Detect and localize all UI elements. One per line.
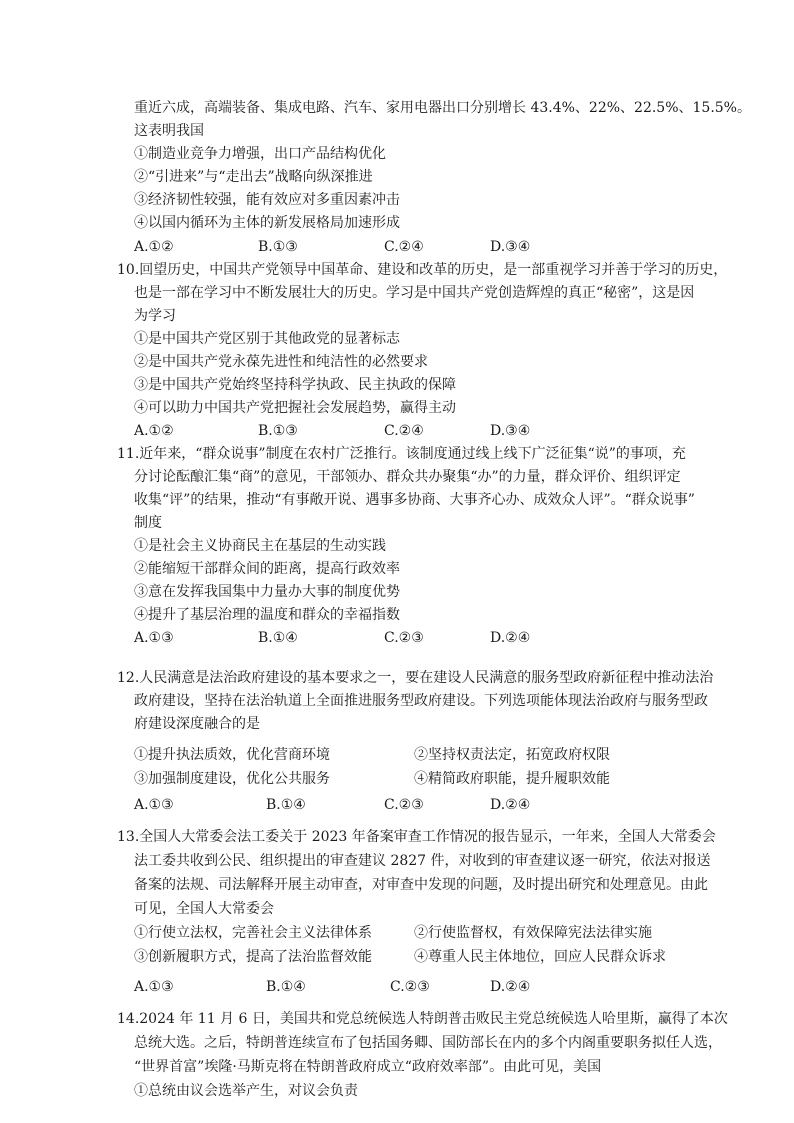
q9-statement-1: ①制造业竞争力增强，出口产品结构优化	[134, 146, 386, 162]
q10-stem-line: 为学习	[134, 308, 176, 324]
q14-stem-line: 14.2024 年 11 月 6 日，美国共和党总统候选人特朗普击败民主党总统候选人哈里斯，赢得了本次	[117, 1011, 728, 1027]
q14-stem-line: “世界首富”埃隆·马斯克将在特朗普政府成立“政府效率部”。由此可见，美国	[134, 1059, 602, 1075]
q12-option-d: D.②④	[490, 797, 531, 813]
q10-stem-line: 也是一部在学习中不断发展壮大的历史。学习是中国共产党创造辉煌的真正“秘密”，这是因	[134, 285, 695, 301]
q11-statement-2: ②能缩短干部群众间的距离，提高行政效率	[134, 561, 400, 577]
q14-stem-line: 总统大选。之后，特朗普连续宣布了包括国务卿、国防部长在内的多个内阁重要职务拟任人选，	[134, 1035, 722, 1051]
q12-option-a: A.①③	[134, 797, 174, 813]
q13-statement-2: ②行使监督权，有效保障宪法法律实施	[414, 925, 652, 941]
q10-statement-2: ②是中国共产党永葆先进性和纯洁性的必然要求	[134, 354, 428, 370]
q9-option-d: D.③④	[490, 239, 531, 255]
q10-option-d: D.③④	[490, 423, 531, 439]
q9-stem-line: 重近六成，高端装备、集成电路、汽车、家用电器出口分别增长 43.4%、22%、22.5%、15.5%。	[134, 100, 751, 116]
q12-stem-line: 12.人民满意是法治政府建设的基本要求之一，要在建设人民满意的服务型政府新征程中推动法治	[117, 670, 714, 686]
q13-stem-line: 可见，全国人大常委会	[134, 901, 274, 917]
q10-option-c: C.②④	[384, 423, 424, 439]
q12-statement-2: ②坚持权责法定，拓宽政府权限	[414, 747, 610, 763]
q12-stem-line: 政府建设，坚持在法治轨道上全面推进服务型政府建设。下列选项能体现法治政府与服务型政	[134, 693, 708, 709]
q9-statement-3: ③经济韧性较强，能有效应对多重因素冲击	[134, 192, 400, 208]
q12-statement-4: ④精简政府职能，提升履职效能	[414, 771, 610, 787]
q11-option-b: B.①④	[258, 630, 298, 646]
q12-statement-3: ③加强制度建设，优化公共服务	[134, 771, 330, 787]
q13-option-c: C.②③	[390, 979, 430, 995]
q11-statement-3: ③意在发挥我国集中力量办大事的制度优势	[134, 584, 400, 600]
q9-statement-4: ④以国内循环为主体的新发展格局加速形成	[134, 215, 400, 231]
q13-option-d: D.②④	[490, 979, 531, 995]
q11-option-d: D.②④	[490, 630, 531, 646]
q11-option-c: C.②③	[384, 630, 424, 646]
q13-option-b: B.①④	[266, 979, 306, 995]
q9-option-b: B.①③	[258, 239, 298, 255]
q11-stem-line: 分讨论酝酿汇集“商”的意见，干部领办、群众共办聚集“办”的力量，群众评价、组织评定	[134, 469, 681, 485]
q10-option-b: B.①③	[258, 423, 298, 439]
q12-statement-1: ①提升执法质效，优化营商环境	[134, 747, 330, 763]
q11-statement-4: ④提升了基层治理的温度和群众的幸福指数	[134, 607, 400, 623]
q11-stem-line: 收集“评”的结果，推动“有事敞开说、遇事多协商、大事齐心办、成效众人评”。“群众说事”	[134, 492, 695, 508]
q13-statement-1: ①行使立法权，完善社会主义法律体系	[134, 925, 372, 941]
q12-option-b: B.①④	[266, 797, 306, 813]
q11-statement-1: ①是社会主义协商民主在基层的生动实践	[134, 538, 386, 554]
q11-stem-line: 制度	[134, 515, 162, 531]
q13-statement-4: ④尊重人民主体地位，回应人民群众诉求	[414, 949, 666, 965]
q13-stem-line: 法工委共收到公民、组织提出的审查建议 2827 件，对收到的审查建议逐一研究，依法对报送	[134, 853, 711, 869]
q9-option-a: A.①②	[134, 239, 174, 255]
q9-statement-2: ②“引进来”与“走出去”战略向纵深推进	[134, 169, 373, 185]
q10-statement-3: ③是中国共产党始终坚持科学执政、民主执政的保障	[134, 377, 456, 393]
q9-option-c: C.②④	[384, 239, 424, 255]
q13-stem-line: 13.全国人大常委会法工委关于 2023 年备案审查工作情况的报告显示，一年来，全国人大常委会	[117, 829, 716, 845]
q13-option-a: A.①③	[134, 979, 174, 995]
q10-stem-line: 10.回望历史，中国共产党领导中国革命、建设和改革的历史，是一部重视学习并善于学习的历史，	[117, 262, 728, 278]
q11-option-a: A.①③	[134, 630, 174, 646]
q10-statement-4: ④可以助力中国共产党把握社会发展趋势，赢得主动	[134, 400, 456, 416]
q12-stem-line: 府建设深度融合的是	[134, 716, 260, 732]
q10-option-a: A.①②	[134, 423, 174, 439]
q12-option-c: C.②③	[384, 797, 424, 813]
q10-statement-1: ①是中国共产党区别于其他政党的显著标志	[134, 331, 400, 347]
q14-statement-1: ①总统由议会选举产生，对议会负责	[134, 1083, 358, 1099]
q13-statement-3: ③创新履职方式，提高了法治监督效能	[134, 949, 372, 965]
q9-stem-line: 这表明我国	[134, 123, 204, 139]
q11-stem-line: 11.近年来，“群众说事”制度在农村广泛推行。该制度通过线上线下广泛征集“说”的事项，充	[117, 446, 686, 462]
q13-stem-line: 备案的法规、司法解释开展主动审查，对审查中发现的问题，及时提出研究和处理意见。由此	[134, 877, 708, 893]
